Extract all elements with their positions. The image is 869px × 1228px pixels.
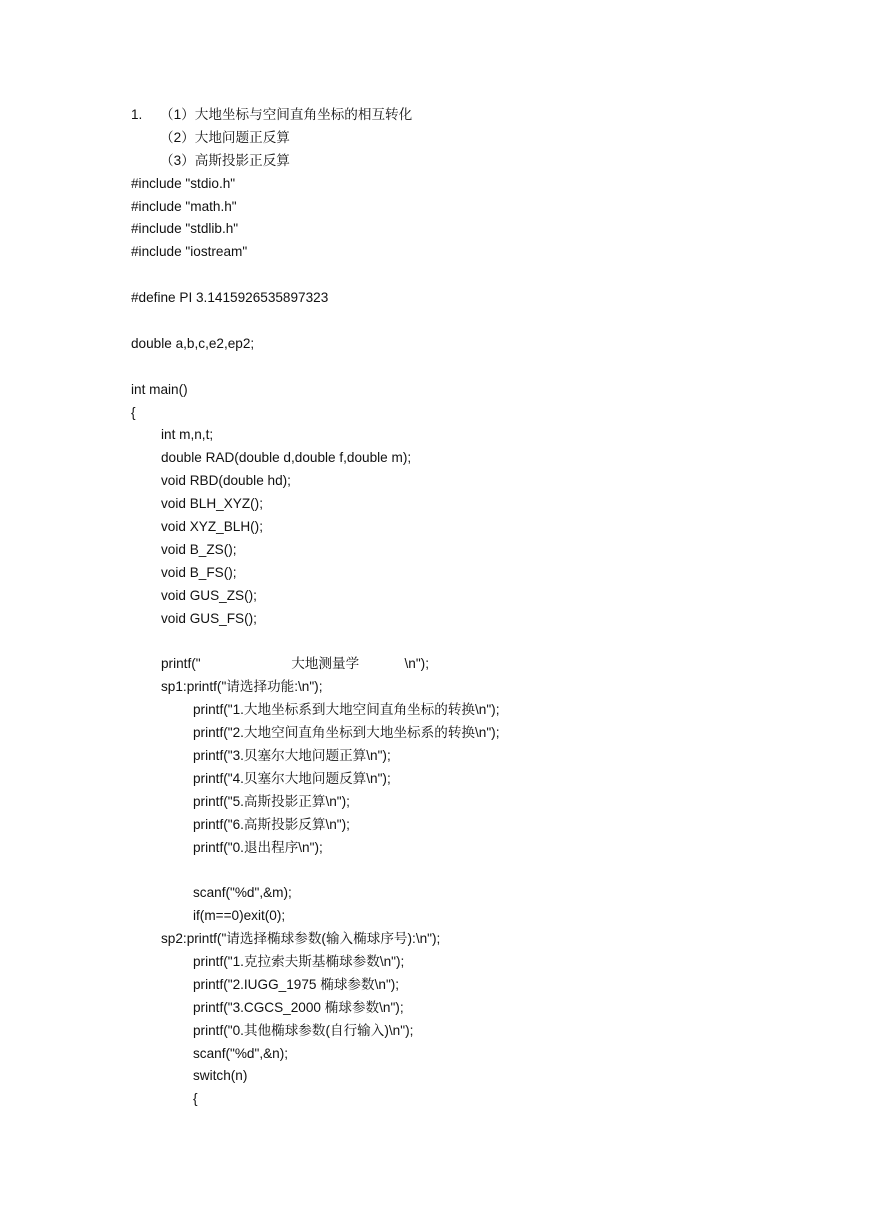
blank-line (131, 630, 811, 653)
heading-line-1 (131, 104, 811, 127)
decl-line: double RAD(double d,double f,double m); (161, 450, 412, 466)
menu1-line: printf("1.大地坐标系到大地空间直角坐标的转换\n"); (193, 702, 500, 718)
decl-line: void B_ZS(); (161, 541, 237, 557)
heading-number: 1. (131, 107, 143, 122)
menu2-line: printf("2.IUGG_1975 椭球参数\n"); (193, 976, 400, 992)
decl-line: void XYZ_BLH(); (161, 519, 263, 535)
include-iostream: #include "iostream" (131, 244, 248, 260)
sp1-label: sp1:printf("请选择功能:\n"); (161, 679, 323, 695)
blank-line (131, 310, 811, 333)
scan1-line: if(m==0)exit(0); (193, 908, 286, 924)
main-signature: int main() (131, 381, 188, 397)
heading-item-3: （3）高斯投影正反算 (160, 152, 290, 168)
menu1-line: printf("3.贝塞尔大地问题正算\n"); (193, 747, 391, 763)
decl-line: void GUS_ZS(); (161, 587, 257, 603)
blank-line (131, 264, 811, 287)
menu2-line: switch(n) (193, 1068, 248, 1084)
menu1-line: printf("0.退出程序\n"); (193, 839, 323, 855)
include-stdio: #include "stdio.h" (131, 175, 236, 191)
scan1-line: scanf("%d",&m); (193, 885, 292, 901)
menu2-line: printf("0.其他椭球参数(自行输入)\n"); (193, 1022, 414, 1038)
blank-line (131, 356, 811, 379)
menu1-line: printf("2.大地空间直角坐标到大地坐标系的转换\n"); (193, 725, 500, 741)
include-stdlib: #include "stdlib.h" (131, 221, 239, 237)
decl-line: void B_FS(); (161, 564, 237, 580)
document-content (131, 104, 811, 1111)
decl-line: void RBD(double hd); (161, 473, 291, 489)
global-vars: double a,b,c,e2,ep2; (131, 335, 255, 351)
sp2-label: sp2:printf("请选择椭球参数(输入椭球序号):\n"); (161, 931, 441, 947)
decl-line: void BLH_XYZ(); (161, 496, 263, 512)
menu2-line: printf("3.CGCS_2000 椭球参数\n"); (193, 999, 404, 1015)
menu2-line: printf("1.克拉索夫斯基椭球参数\n"); (193, 953, 405, 969)
decl-line: int m,n,t; (161, 427, 214, 443)
menu2-line: scanf("%d",&n); (193, 1045, 289, 1061)
main-open-brace: { (131, 404, 136, 420)
define-pi: #define PI 3.1415926535897323 (131, 290, 329, 306)
menu1-line: printf("5.高斯投影正算\n"); (193, 793, 350, 809)
include-math: #include "math.h" (131, 198, 237, 214)
menu1-line: printf("6.高斯投影反算\n"); (193, 816, 350, 832)
menu2-line: { (193, 1091, 198, 1107)
blank-line (131, 859, 811, 882)
heading-item-1: （1）大地坐标与空间直角坐标的相互转化 (160, 107, 413, 122)
decl-line: void GUS_FS(); (161, 610, 257, 626)
menu1-line: printf("4.贝塞尔大地问题反算\n"); (193, 770, 391, 786)
heading-item-2: （2）大地问题正反算 (160, 129, 290, 145)
title-printf: printf(" 大地测量学 \n"); (161, 656, 429, 672)
